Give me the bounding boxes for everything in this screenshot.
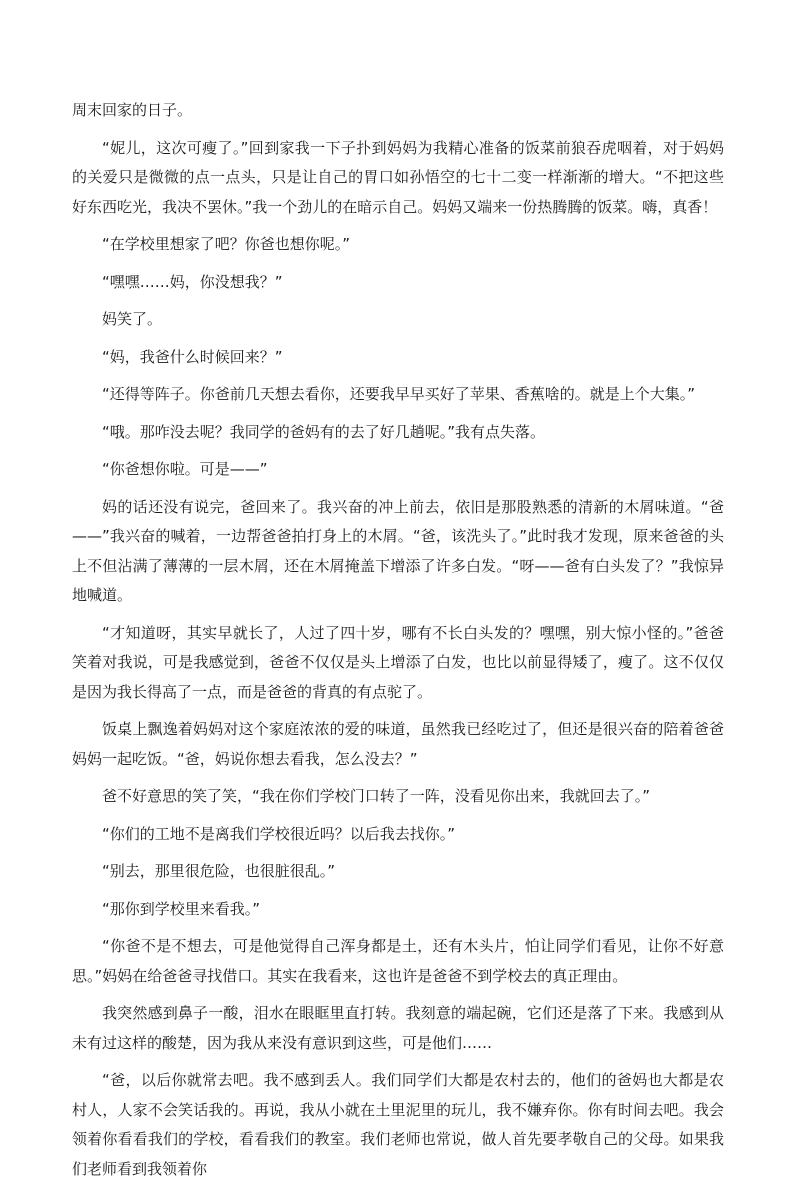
- paragraph: “哦。那咋没去呢？我同学的爸妈有的去了好几趟呢。”我有点失落。: [102, 422, 546, 441]
- paragraph: 周末回家的日子。: [72, 101, 193, 119]
- paragraph: “别去，那里很危险，也很脏很乱。”: [102, 862, 336, 880]
- paragraph: “才知道呀，其实早就长了，人过了四十岁，哪有不长白头发的？嘿嘿，别大惊小怪的。”爸爸笑着对我说，可是我感觉到，爸爸不仅仅是头上增添了白发，也比以前显得矮了，瘦了。这不仅仅是因为我长得高了一点，而是爸爸的背真的有点驼了。: [72, 623, 724, 701]
- paragraph: 妈笑了。: [102, 310, 163, 328]
- paragraph: “你爸想你啦。可是——”: [102, 460, 268, 478]
- paragraph: “爸，以后你就常去吧。我不感到丢人。我们同学们大都是农村去的，他们的爸妈也大都是农村人，人家不会笑话我的。再说，我从小就在土里泥里的玩儿，我不嫌弃你。你有时间去吧。我会领着你看看我们的学校，看看我们的教室。我们老师也常说，做人首先要孝敬自己的父母。如果我们老师看到我领着你: [72, 1071, 724, 1178]
- paragraph: 饭桌上飘逸着妈妈对这个家庭浓浓的爱的味道，虽然我已经吃过了，但还是很兴奋的陪着爸爸妈妈一起吃饭。“爸，妈说你想去看我，怎么没去？”: [72, 720, 724, 768]
- paragraph: “你爸不是不想去，可是他觉得自己浑身都是土，还有木头片，怕让同学们看见，让你不好意思。”妈妈在给爸爸寻找借口。其实在我看来，这也许是爸爸不到学校去的真正理由。: [72, 937, 724, 985]
- paragraph: “在学校里想家了吧？你爸也想你呢。”: [102, 235, 351, 253]
- paragraph: “妈，我爸什么时候回来？”: [102, 347, 283, 366]
- article-body: [72, 96, 724, 1192]
- paragraph: “那你到学校里来看我。”: [102, 899, 261, 918]
- paragraph: “你们的工地不是离我们学校很近吗？以后我去找你。”: [102, 824, 456, 843]
- paragraph: 妈的话还没有说完，爸回来了。我兴奋的冲上前去，依旧是那股熟悉的清新的木屑味道。“爸——”我兴奋的喊着，一边帮爸爸拍打身上的木屑。“爸，该洗头了。”此时我才发现，原来爸爸的头上不但沾满了薄薄的一层木屑，还在木屑掩盖下增添了许多白发。“呀——爸有白头发了？”我惊异地喊道。: [72, 497, 724, 604]
- paragraph: “还得等阵子。你爸前几天想去看你，还要我早早买好了苹果、香蕉啥的。就是上个大集。”: [102, 385, 696, 403]
- paragraph: 我突然感到鼻子一酸，泪水在眼眶里直打转。我刻意的端起碗，它们还是落了下来。我感到从未有过这样的酸楚，因为我从来没有意识到这些，可是他们……: [72, 1004, 724, 1052]
- paragraph: “嘿嘿……妈，你没想我？”: [102, 272, 283, 291]
- paragraph: 爸不好意思的笑了笑，“我在你们学校门口转了一阵，没看见你出来，我就回去了。”: [102, 787, 651, 805]
- paragraph: “妮儿，这次可瘦了。”回到家我一下子扑到妈妈为我精心准备的饭菜前狼吞虎咽着，对于妈妈的关爱只是微微的点一点头，只是让自己的胃口如孙悟空的七十二变一样渐渐的增大。“不把这些好东西吃光，我决不罢休。”我一个劲儿的在暗示自己。妈妈又端来一份热腾腾的饭菜。嗨，真香！: [72, 138, 724, 216]
